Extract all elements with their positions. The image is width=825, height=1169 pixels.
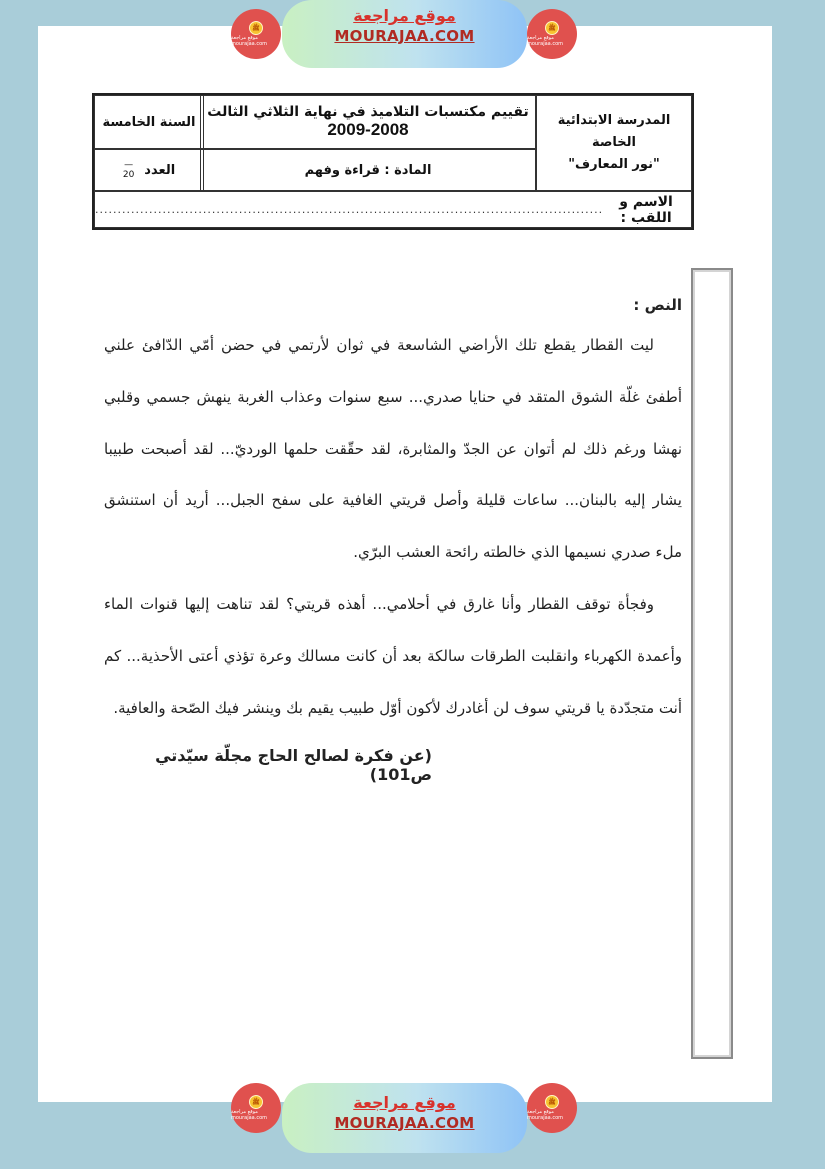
logo-caption: موقع مراجعة mourajaa.com: [527, 1109, 564, 1121]
grading-margin-column: [691, 268, 733, 1059]
school-name-cell: [536, 95, 692, 191]
site-logo-badge: [231, 1083, 281, 1133]
paragraph-2-body: وفجأة توقف القطار وأنا غارق في أحلامي... أهذه قريتي؟ لقد تناهت إليها قنوات الماء وأعمدة الكهرباء وانقلبت الطرقات سالكة بعد أن كانت مسالك وعرة تؤذي أعتى الأحذية... كم أنت متجدّدة يا قريتي سوف لن أغادرك لأكون أوّل طبيب يقيم بك وينشر فيك الصّحة والعافية.: [104, 594, 682, 717]
exam-year: 2009-2008: [327, 120, 409, 139]
logo-coin-icon: ﷺ: [545, 21, 559, 35]
text-source: (عن فكرة لصالح الحاج مجلّة سيّدتي ص101): [155, 746, 432, 785]
banner-arabic-title: موقع مراجعة: [353, 6, 456, 25]
top-site-banner[interactable]: [282, 0, 527, 68]
logo-coin-icon: ﷺ: [249, 21, 263, 35]
exam-header-table: [92, 93, 694, 230]
banner-arabic-title: موقع مراجعة: [353, 1093, 456, 1112]
student-name-row[interactable]: [94, 191, 692, 228]
paragraph-1-body: ليت القطار يقطع تلك الأراضي الشاسعة في ثوان لأرتمي في حضن أمّي الدّافئ علني أطفئ غلّة الشوق المتقد في حنايا صدري... سبع سنوات وعذاب الغربة ينهش جسمي وقلبي نهشا ورغم ذلك لم أتوان عن الجدّ والمثابرة، لقد حقّقت حلمها الورديّ... لقد أصبحت طبيبا يشار إليه بالبنان... ساعات قليلة وأصل قريتي الغافية على سفح الجبل... أريد أن استنشق ملء صدري نسيمها الذي خالطته رائحة العشب البرّي.: [104, 336, 682, 562]
reading-text-section: [104, 296, 682, 784]
grade-cell: السنة الخامسة: [94, 95, 204, 149]
exam-title-cell: [200, 95, 536, 149]
bottom-site-banner[interactable]: [282, 1083, 527, 1153]
site-logo-badge: [527, 9, 577, 59]
logo-caption: موقع مراجعة mourajaa.com: [231, 35, 268, 47]
text-label: النص :: [633, 296, 682, 314]
subject-cell: المادة : قراءة وفهم: [200, 149, 536, 191]
banner-domain[interactable]: MOURAJAA.COM: [334, 1114, 475, 1132]
score-label: العدد: [144, 162, 176, 178]
site-logo-badge: [231, 9, 281, 59]
logo-coin-icon: ﷺ: [545, 1095, 559, 1109]
exam-title: تقييم مكتسبات التلاميذ في نهاية الثلاثي الثالث: [207, 104, 529, 120]
logo-caption: موقع مراجعة mourajaa.com: [231, 1109, 268, 1121]
score-total: 20: [122, 170, 135, 180]
name-label: الاسم و اللقب :: [619, 193, 673, 226]
school-line-1: المدرسة الابتدائية الخاصة: [557, 113, 671, 150]
text-paragraph-2: [104, 579, 682, 734]
banner-domain[interactable]: MOURAJAA.COM: [334, 27, 475, 45]
school-line-2: "نور المعارف": [568, 157, 660, 172]
text-paragraph-1: [104, 320, 682, 579]
logo-caption: موقع مراجعة mourajaa.com: [527, 35, 564, 47]
score-fraction: — 20: [122, 160, 135, 180]
name-blank[interactable]: .................................................................................................................: [95, 203, 604, 216]
site-logo-badge: [527, 1083, 577, 1133]
logo-coin-icon: ﷺ: [249, 1095, 263, 1109]
score-cell: [94, 149, 204, 191]
